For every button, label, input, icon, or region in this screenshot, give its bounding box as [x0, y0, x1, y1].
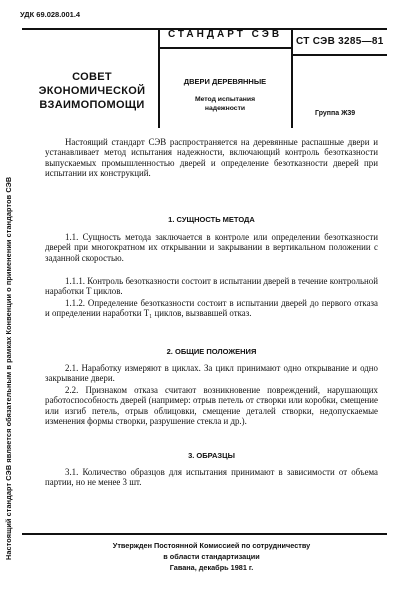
- council-name: [26, 70, 158, 112]
- header-standard-rule: [158, 47, 292, 49]
- footer-rule: [22, 533, 387, 535]
- document-subtitle: [160, 95, 290, 113]
- approval-note: [45, 540, 378, 573]
- paragraph: 2.1. Наработку измеряют в циклах. За цикл принимают одно открывание и одно закрывание двери.: [45, 363, 378, 384]
- section-heading: 2. ОБЩИЕ ПОЛОЖЕНИЯ: [166, 347, 257, 356]
- subtitle-line: Метод испытания: [194, 96, 256, 103]
- paragraph: 1.1.2. Определение безотказности состоит в испытании дверей до первого отказа и определении наработки T₁ циклов, вызвавшей отказ.: [45, 298, 378, 319]
- approval-line: в области стандартизации: [163, 552, 260, 561]
- council-line: ВЗАИМОПОМОЩИ: [39, 99, 145, 111]
- document-title: ДВЕРИ ДЕРЕВЯННЫЕ: [183, 77, 267, 86]
- side-note: Настоящий стандарт СЭВ является обязательным в рамках Конвенции о применении стандартов СЭВ: [4, 176, 13, 560]
- approval-line: Гавана, декабрь 1981 г.: [169, 563, 254, 572]
- paragraph: 2.2. Признаком отказа считают возникновение повреждений, нарушающих работоспособность дверей (например: отрыв петель от створки или коробки, смещение или изгиб петель, отрыв облицовки, смещение деталей створки, недопускаемые изменения формы створки, разрушение стекла и др.).: [45, 385, 378, 426]
- council-line: СОВЕТ: [72, 71, 112, 83]
- paragraph: 3.1. Количество образцов для испытания принимают в зависимости от объема партии, но не менее 3 шт.: [45, 467, 378, 488]
- subtitle-line: надежности: [204, 105, 246, 112]
- standard-group: Группа Ж39: [315, 110, 356, 117]
- intro-paragraph: Настоящий стандарт СЭВ распространяется на деревянные распашные двери и устанавливает метод испытания надежности, включающий контроль безотказности выпускаемых промышленностью дверей и определение безотказности дверей при испытании их конструкций.: [45, 137, 378, 178]
- section-heading: 1. СУЩНОСТЬ МЕТОДА: [168, 215, 255, 224]
- approval-line: Утвержден Постоянной Комиссией по сотрудничеству: [112, 541, 311, 550]
- udk-code: УДК 69.028.001.4: [20, 10, 81, 19]
- paragraph: 1.1. Сущность метода заключается в контроле или определении безотказности дверей при многократном их открывании и закрывании в вертикальном положении с заданной скоростью.: [45, 232, 378, 263]
- paragraph: 1.1.1. Контроль безотказности состоит в испытании дверей в течение контрольной наработки T циклов.: [45, 276, 378, 297]
- section-heading: 3. ОБРАЗЦЫ: [188, 451, 235, 460]
- header-code-rule: [292, 54, 387, 56]
- header-divider-right: [291, 28, 293, 128]
- standard-label: СТАНДАРТ СЭВ: [167, 29, 283, 40]
- council-line: ЭКОНОМИЧЕСКОЙ: [38, 85, 146, 97]
- standard-code: СТ СЭВ 3285—81: [296, 36, 384, 47]
